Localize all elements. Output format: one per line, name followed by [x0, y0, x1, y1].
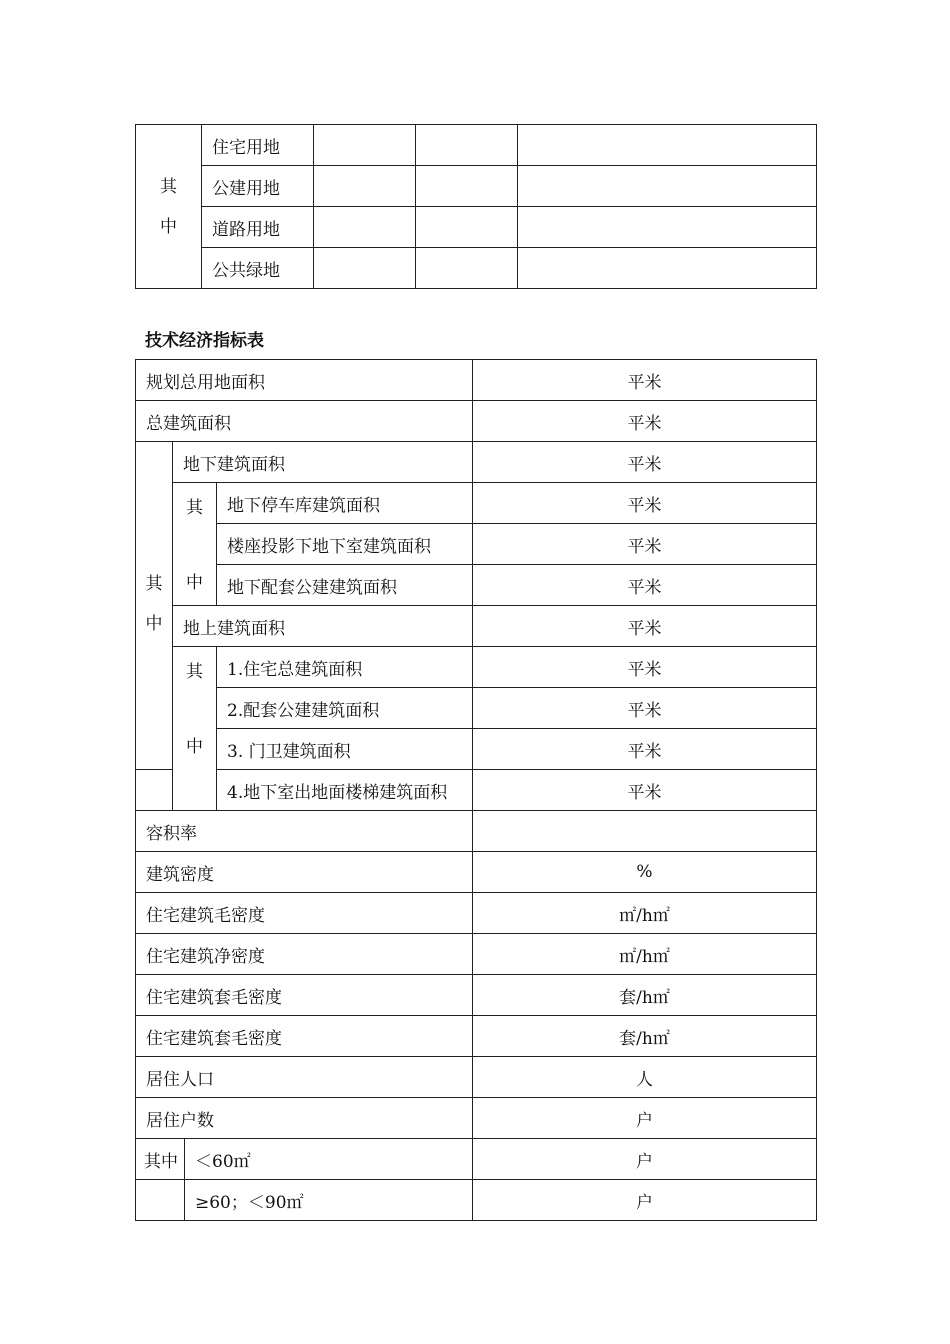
row-label: 3. 门卫建筑面积: [217, 729, 473, 770]
table-row: [136, 442, 817, 483]
row-label: 住宅建筑净密度: [136, 934, 473, 975]
cell: [416, 207, 518, 248]
unit-cell: 户: [473, 1180, 817, 1221]
unit-cell: [473, 811, 817, 852]
table-row: [136, 606, 817, 647]
table-row: [136, 524, 817, 565]
ab-group-cell: [173, 647, 217, 811]
ug-group-cell: [173, 483, 217, 606]
land-use-table: [135, 124, 817, 289]
unit-cell: 平米: [473, 647, 817, 688]
unit-cell: 平米: [473, 442, 817, 483]
row-label: 地下配套公建建筑面积: [217, 565, 473, 606]
ug-group-1: 其: [186, 498, 203, 518]
cell: [518, 166, 817, 207]
row-label: ＜60㎡: [185, 1139, 473, 1180]
table-row: [136, 1016, 817, 1057]
cell: [314, 207, 416, 248]
cell: [136, 1180, 185, 1221]
unit-cell: ㎡/h㎡: [473, 934, 817, 975]
cell: [314, 166, 416, 207]
group-label-cell: [136, 125, 202, 289]
row-label: 住宅建筑套毛密度: [136, 1016, 473, 1057]
table-row: [136, 248, 817, 289]
row-label: 规划总用地面积: [136, 360, 473, 401]
row-label: 道路用地: [202, 207, 314, 248]
table-row: [136, 360, 817, 401]
cell: [416, 125, 518, 166]
table-row: [136, 729, 817, 770]
row-label: 住宅用地: [202, 125, 314, 166]
unit-cell: 平米: [473, 729, 817, 770]
cell: [416, 248, 518, 289]
unit-cell: ㎡/h㎡: [473, 893, 817, 934]
table-row: [136, 125, 817, 166]
table-row: [136, 852, 817, 893]
group-label-1: 其: [160, 176, 177, 197]
table-row: [136, 1057, 817, 1098]
unit-cell: 平米: [473, 524, 817, 565]
outer-group-2: 中: [145, 614, 163, 634]
row-label: 居住人口: [136, 1057, 473, 1098]
table-row: [136, 975, 817, 1016]
ab-group-2: 中: [186, 737, 203, 757]
ab-group-1: 其: [186, 662, 203, 682]
unit-cell: 平米: [473, 360, 817, 401]
unit-cell: 套/h㎡: [473, 975, 817, 1016]
row-label: 居住户数: [136, 1098, 473, 1139]
cell: [518, 207, 817, 248]
row-label: ≥60；＜90㎡: [185, 1180, 473, 1221]
cell: [416, 166, 518, 207]
ug-group-2: 中: [186, 573, 203, 593]
row-label: 4.地下室出地面楼梯建筑面积: [217, 770, 473, 811]
row-label: 1.住宅总建筑面积: [217, 647, 473, 688]
group-label-2: 中: [160, 216, 177, 237]
table-row: [136, 893, 817, 934]
unit-cell: 平米: [473, 483, 817, 524]
outer-group-cell: [136, 442, 173, 770]
row-label: 建筑密度: [136, 852, 473, 893]
table-title: 技术经济指标表: [145, 331, 264, 351]
table-row: [136, 1180, 817, 1221]
table-row: [136, 1139, 817, 1180]
unit-cell: 平米: [473, 565, 817, 606]
unit-cell: 户: [473, 1139, 817, 1180]
cell: [518, 125, 817, 166]
row-label: 地下停车库建筑面积: [217, 483, 473, 524]
table-row: [136, 1098, 817, 1139]
table-row: [136, 166, 817, 207]
cell: [518, 248, 817, 289]
row-label: 地上建筑面积: [173, 606, 473, 647]
row-label: 住宅建筑毛密度: [136, 893, 473, 934]
unit-cell: %: [473, 852, 817, 893]
unit-cell: 平米: [473, 770, 817, 811]
unit-cell: 平米: [473, 606, 817, 647]
table-row: [136, 811, 817, 852]
table-row: [136, 647, 817, 688]
cell: [314, 248, 416, 289]
table-row: [136, 207, 817, 248]
cell: [136, 770, 173, 811]
unit-cell: 人: [473, 1057, 817, 1098]
unit-cell: 平米: [473, 688, 817, 729]
row-label: 公共绿地: [202, 248, 314, 289]
unit-cell: 套/h㎡: [473, 1016, 817, 1057]
outer-group-1: 其: [145, 574, 163, 594]
row-label: 总建筑面积: [136, 401, 473, 442]
table-row: [136, 565, 817, 606]
cell: [314, 125, 416, 166]
row-label: 住宅建筑套毛密度: [136, 975, 473, 1016]
table-row: [136, 483, 817, 524]
row-label: 地下建筑面积: [173, 442, 473, 483]
row-label: 容积率: [136, 811, 473, 852]
unit-cell: 平米: [473, 401, 817, 442]
unit-cell: 户: [473, 1098, 817, 1139]
table-row: [136, 401, 817, 442]
table-row: [136, 688, 817, 729]
row-label: 楼座投影下地下室建筑面积: [217, 524, 473, 565]
row-label: 2.配套公建建筑面积: [217, 688, 473, 729]
row-label: 公建用地: [202, 166, 314, 207]
table-row: [136, 934, 817, 975]
hh-group-cell: 其中: [136, 1139, 185, 1180]
econ-indicator-table: [135, 359, 817, 1221]
table-row: [136, 770, 817, 811]
